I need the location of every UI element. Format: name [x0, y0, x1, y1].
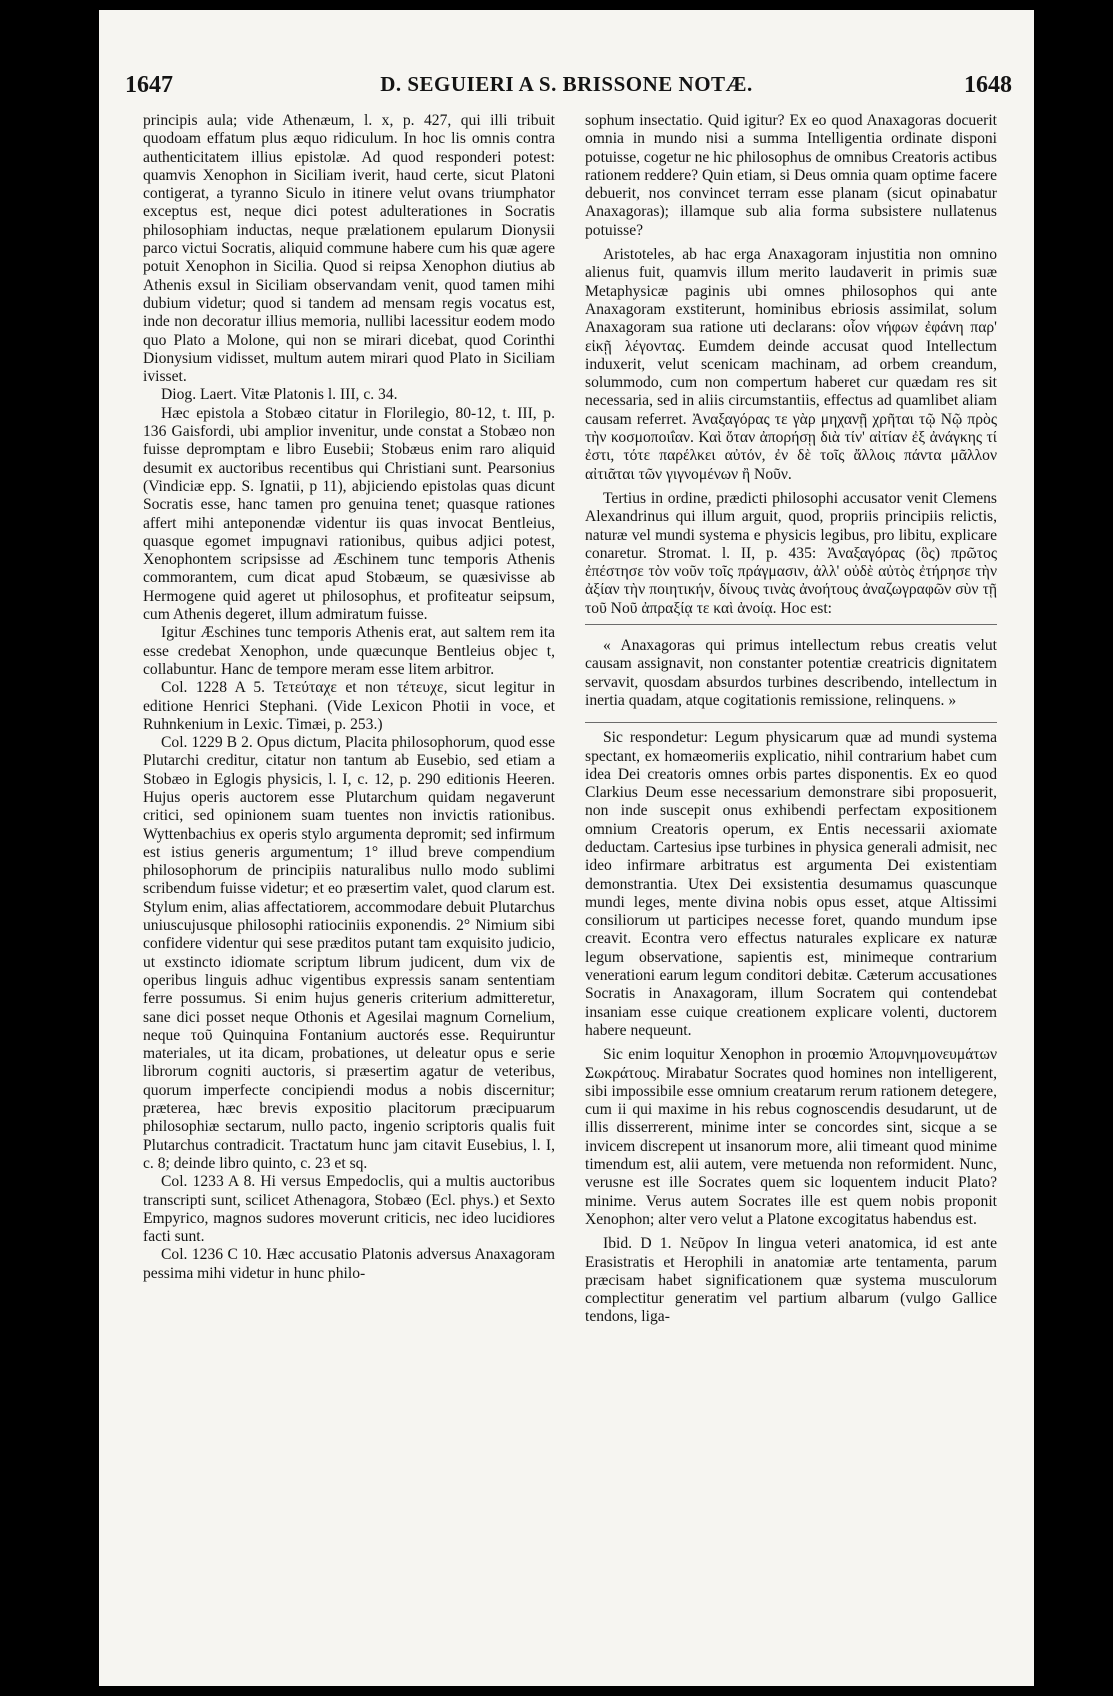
paragraph: Col. 1236 C 10. Hæc accusatio Platonis adversus Anaxagoram pessima mihi videtur in hunc philo-	[143, 1246, 555, 1282]
page	[99, 10, 1034, 1686]
paragraph: Tertius in ordine, prædicti philosophi accusator venit Clemens Alexandrinus qui illum arguit, quod, propriis principiis relictis, naturæ vel mundi systema e physicis legibus, pro libitu, explicare conaretur. Stromat. l. II, p. 435: Ἀναξαγόρας (ὃς) πρῶτος ἐπέστησε τὸν νοῦν τοῖς πράγμασιν, ἀλλ' οὐδὲ αὐτὸς ἐτήρησε τὴν ἀξίαν τὴν ποιητικήν, δίνους τινὰς ἀνοήτους ἀναζωγραφῶν σὺν τῇ τοῦ Νοῦ ἀπραξίᾳ τε καὶ ἀνοίᾳ. Hoc est:	[585, 489, 997, 617]
paragraph: Sic respondetur: Legum physicarum quæ ad mundi systema spectant, ex homæomeriis explicatio, nihil contrarium habet cum idea Dei creatoris omnes orbis partes disponentis. Ex eo quod Clarkius Deum esse necessarium demonstrare sibi proposuerit, non inde suscepit onus exhibendi perfectam expositionem omnium Creatoris operum, ex Entis necessarii axiomate deductam. Cartesius ipse turbines in physica generali admisit, nec ideo infirmare arbitratus est argumenta Dei existentiam demonstrantia. Utex Dei exsistentia desumamus quascunque mundi leges, mente divina nobis opus esset, atque Altissimi consiliorum ut participes necesse foret, quando mundum ipse creavit. Econtra vero effectus naturales explicare ex naturæ legum observatione, sapientis est, minimeque contrarium venerationi earum legum conditori debitæ. Cæterum accusationes Socratis in Anaxagoram, illum Socratem qui contendebat insaniam esse cuique creationem explicare volenti, ductorem habere nequeunt.	[585, 729, 997, 1039]
paragraph: Diog. Laert. Vitæ Platonis l. III, c. 34.	[161, 386, 398, 404]
quotation: « Anaxagoras qui primus intellectum rebus creatis velut causam assignavit, non constanter potentiæ creatricis dignitatem servavit, quosdam absurdos turbines describendo, intellectum in inertia quadam, atque cogitationis remissione, relinquens. »	[585, 637, 997, 709]
paragraph: Col. 1233 A 8. Hi versus Empedoclis, qui a multis auctoribus transcripti sunt, scilicet Athenagora, Stobæo (Ecl. phys.) et Sexto Empyrico, magnos sudores moverunt criticis, nec ideo lucidiores facti sunt.	[143, 1173, 555, 1246]
paragraph: Aristoteles, ab hac erga Anaxagoram injustitia non omnino alienus fuit, quamvis illum merito laudaverit in primis suæ Metaphysicæ paginis ubi omnes philosophos qui ante Anaxagoram exstiterunt, hominibus ebriosis assimilat, solum Anaxagoram sua ratione uti declarans: οἷον νήφων ἐφάνη παρ' εἰκῇ λέγοντας. Eumdem deinde accusat quod Intellectum induxerit, velut scenicam machinam, ad orbem creandum, solummodo, cum non compertum haberet cur quædam res sit necessaria, sed in aliis circumstantiis, effectus ad quamlibet aliam causam referret. Ἀναξαγόρας τε γὰρ μηχανῇ χρῆται τῷ Νῷ πρὸς τὴν κοσμοποιΐαν. Καὶ ὅταν ἀπορήσῃ διὰ τίν' αἰτίαν ἐξ ἀνάγκης τί ἐστι, τότε παρέλκει αὐτόν, ἐν δὲ τοῖς ἄλλοις πάντα μᾶλλον αἰτιᾶται τῶν γιγνομένων ἢ Νοῦν.	[585, 246, 997, 483]
paragraph: principis aula; vide Athenæum, l. x, p. 427, qui illi tribuit quodoam effatum plus æquo ridiculum. In hoc lis omnis contra authenticitatem illius epistolæ. Ad quod responderi potest: quamvis Xenophon in Siciliam iverit, haud certe, sicut Platoni contigerat, a tyranno Siculo in itinere velut ovans triumphator exceptus est, neque dici potest adulterationes in Socratis philosophiam inductas, neque prælationem epularum Dionysii parco victui Socratis, aliquid commune habere cum his quæ agere potuit Xenophon in Sicilia. Quod si reipsa Xenophon diutius ab Athenis exsul in Siciliam observandam venit, quod tamen mihi dubium videtur; quod si tandem ad mensam regis vocatus est, inde non decoratur illius memoria, nullibi lacessitur eodem modo quo Plato a Molone, qui non se mirari dicebat, quod Corinthi Dionysium vidisset, multum autem mirari quod Plato in Siciliam ivisset.	[143, 112, 555, 386]
divider	[585, 722, 997, 723]
paragraph: sophum insectatio. Quid igitur? Ex eo quod Anaxagoras docuerit omnia in mundo nisi a summa Intelligentia ordinate disponi potuisse, cogetur ne hic philosophus de omnibus Creatoris actibus rationem reddere? Quin etiam, si Deus omnia quam optime facere debuerit, nos convincet terram esse planam (sicut opinabatur Anaxagoras); illamque sub alia forma subsistere nullatenus potuisse?	[585, 112, 997, 239]
running-header	[99, 72, 1034, 112]
paragraph: Col. 1228 A 5. Τετεύταχε et non τέτευχε, sicut legitur in editione Henrici Stephani. (Vide Lexicon Photii in voce, et Ruhnkenium in Lexic. Timæi, p. 253.)	[143, 679, 555, 733]
page-number-right: 1648	[964, 72, 1012, 98]
paragraph: Hæc epistola a Stobæo citatur in Florilegio, 80-12, t. III, p. 136 Gaisfordi, ubi amplior invenitur, unde constat a Stobæo non fuisse depromptam e libro Eusebii; Stobæus enim raro aliquid desumit ex auctoribus recentibus qui Christiani sunt. Pearsonius (Vindiciæ epp. S. Ignatii, p 11), abjiciendo epistolas quas dicunt Socratis esse, hanc tamen pro genuina tenet; quasque rationes affert mihi anteponendæ videntur iis quas invocat Bentleius, quasque egomet impugnavi rationibus, quibus adjici potest, Xenophontem scripsisse ad Æschinem tunc temporis Athenis commorantem, cum dicat apud Stobæum, se quæsivisse ab Hermogene quid ageret ut philosophus, et profiteatur seipsum, cum Athenis degeret, illum admiratum fuisse.	[143, 404, 555, 624]
right-column	[585, 112, 997, 1662]
paragraph: Col. 1229 B 2. Opus dictum, Placita philosophorum, quod esse Plutarchi creditur, citatur non tantum ab Eusebio, sed etiam a Stobæo in Eglogis physicis, l. I, c. 12, p. 290 editionis Heeren. Hujus operis auctorem esse Plutarchum quidam negaverunt critici, sed opinionem suam tuentes non invictis rationibus. Wyttenbachius ex operis stylo argumenta depromit; sed infirmum est istius generis argumentum; 1° illud breve compendium philosophorum de principiis naturalibus nullo modo sublimi scribendum fuisse videtur; et eo præsertim valet, quod clarum est. Stylum enim, alias affectatiorem, accommodare debuit Plutarchus uniuscujusque philosophi ratiociniis exponendis. 2° Nimium sibi confidere videntur qui sese præditos putant tam exquisito judicio, ut exstincto idiomate scriptum librum judicent, dum vix de operibus linguis adhuc vigentibus expressis sanam sententiam ferre possumus. Si enim hujus generis criterium admitteretur, sane dici posset neque Othonis et Agesilai magnum Cornelium, neque τοῦ Quinquina Fontanium auctorés esse. Requiruntur materiales, ut ita dicam, probationes, ut deleatur opus e serie librorum cogniti auctoris, si præsertim agatur de veteribus, quorum imperfecte concipiendi modus a nobis discernitur; præterea, hæc brevis expositio placitorum præcipuarum philosophiæ sectarum, nullo pacto, ingenio scriptoris qualis fuit Plutarchus contradicit. Tractatum hunc jam citavit Eusebius, l. I, c. 8; deinde libro quinto, c. 23 et sq.	[143, 734, 555, 1172]
left-column	[143, 112, 555, 1662]
page-number-left: 1647	[125, 72, 173, 98]
paragraph: Sic enim loquitur Xenophon in proœmio Ἀπομνημονευμάτων Σωκράτους. Mirabatur Socrates quod homines non intelligerent, sibi impossibile esse omnium creatarum rerum rationem detegere, cum ii qui maxime in his rebus cognoscendis desudarunt, ut de illis disserrerent, minime inter se concordes sint, sicque a se invicem discrepent ut insanorum more, alii timeant quod minime timendum est, alii autem, vere metuenda non reformident. Nunc, verusne est ille Socrates quem sic loquentem inducit Plato? minime. Verus autem Socrates ille est quem nobis proponit Xenophon; alter vero velut a Platone excogitatus habendus est.	[585, 1046, 997, 1228]
paragraph: Igitur Æschines tunc temporis Athenis erat, aut saltem rem ita esse credebat Xenophon, unde quæcunque Bentleius objec t, collabuntur. Hanc de tempore meram esse litem arbitror.	[143, 624, 555, 678]
running-title: D. SEGUIERI A S. BRISSONE NOTÆ.	[380, 72, 753, 96]
paragraph: Ibid. D 1. Νεῦρον In lingua veteri anatomica, id est ante Erasistratis et Herophili in anatomiæ arte tentamenta, parum præcisam habet significationem quæ systema musculorum complectitur generatim vel partium albarum (vulgo Gallice tendons, liga-	[585, 1235, 997, 1326]
divider	[585, 624, 997, 625]
